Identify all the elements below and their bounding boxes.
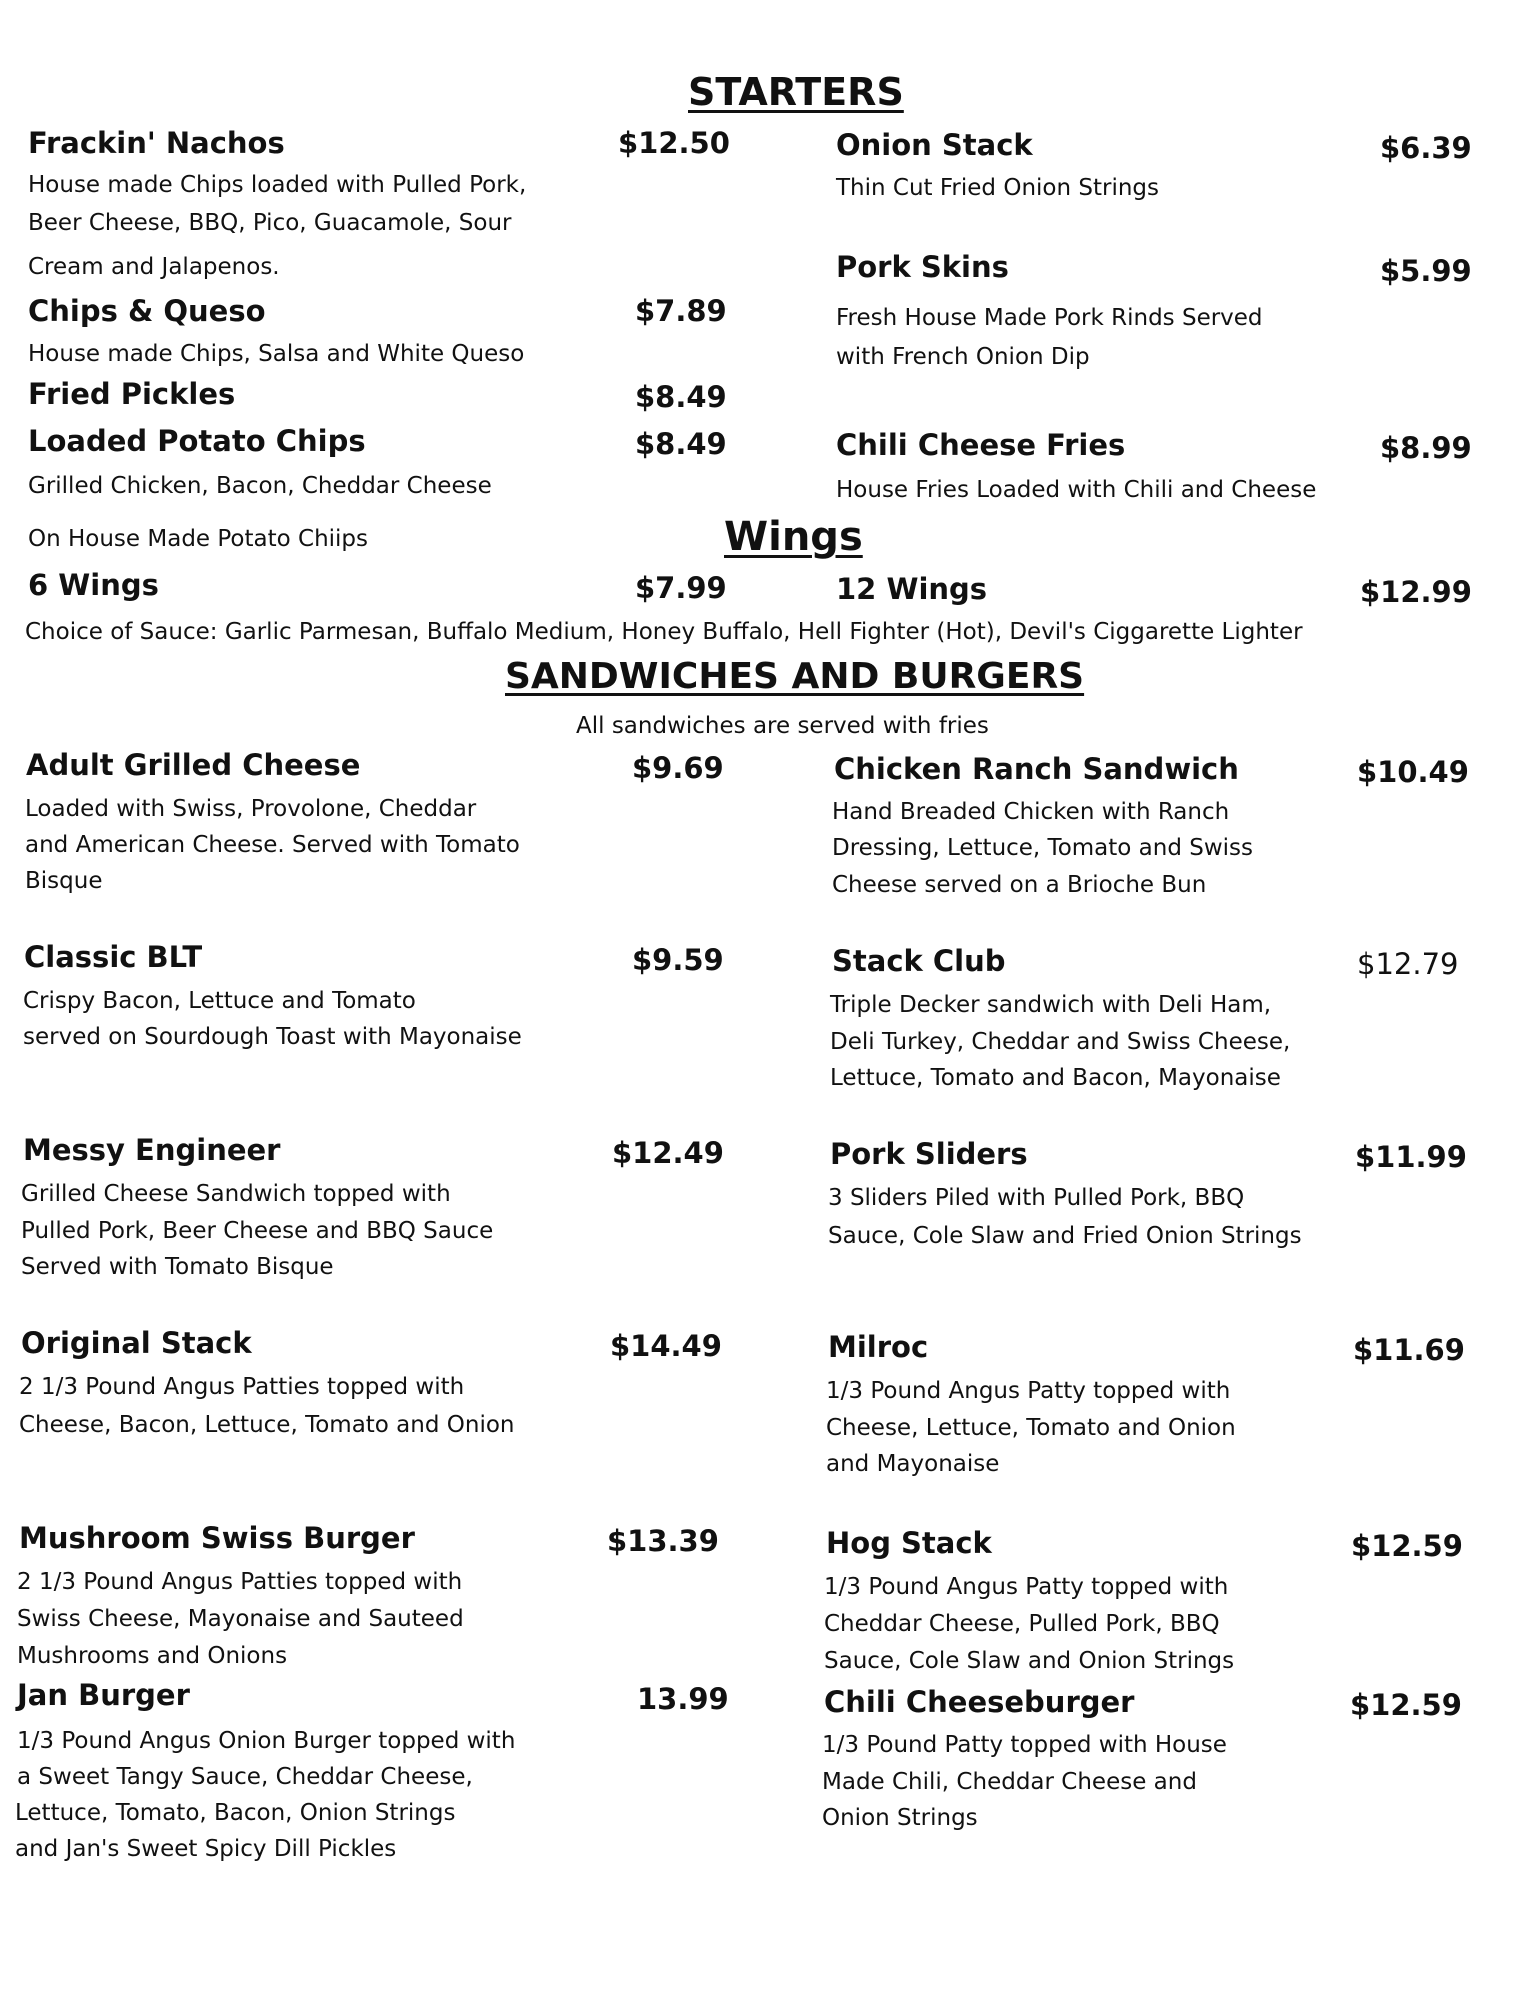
frackin-nachos-desc-1: House made Chips loaded with Pulled Pork,	[28, 172, 527, 198]
stack-club-name: Stack Club	[832, 944, 1006, 978]
classic-blt-desc-2: served on Sourdough Toast with Mayonaise	[23, 1024, 522, 1050]
mushroom-swiss-price: $13.39	[607, 1524, 719, 1558]
messy-engineer-desc-3: Served with Tomato Bisque	[21, 1254, 334, 1280]
six-wings-name: 6 Wings	[28, 568, 159, 602]
mushroom-swiss-desc-3: Mushrooms and Onions	[17, 1643, 288, 1669]
stack-club-desc-2: Deli Turkey, Cheddar and Swiss Cheese,	[830, 1029, 1291, 1055]
original-stack-name: Original Stack	[21, 1326, 252, 1360]
messy-engineer-desc-1: Grilled Cheese Sandwich topped with	[21, 1181, 451, 1207]
classic-blt-price: $9.59	[632, 943, 724, 977]
loaded-chips-name: Loaded Potato Chips	[28, 424, 366, 458]
loaded-chips-desc-1: Grilled Chicken, Bacon, Cheddar Cheese	[28, 473, 492, 499]
onion-stack-name: Onion Stack	[836, 128, 1033, 162]
adult-grilled-cheese-desc-2: and American Cheese. Served with Tomato	[25, 832, 520, 858]
chili-fries-name: Chili Cheese Fries	[836, 428, 1126, 462]
jan-burger-name: Jan Burger	[17, 1678, 190, 1712]
mushroom-swiss-desc-1: 2 1/3 Pound Angus Patties topped with	[17, 1569, 463, 1595]
original-stack-price: $14.49	[610, 1329, 722, 1363]
milroc-desc-2: Cheese, Lettuce, Tomato and Onion	[826, 1415, 1236, 1441]
milroc-name: Milroc	[828, 1330, 929, 1364]
onion-stack-desc: Thin Cut Fried Onion Strings	[836, 175, 1159, 201]
stack-club-desc-1: Triple Decker sandwich with Deli Ham,	[830, 992, 1272, 1018]
starters-heading: STARTERS	[688, 70, 904, 114]
chicken-ranch-desc-1: Hand Breaded Chicken with Ranch	[832, 799, 1230, 825]
hog-stack-desc-3: Sauce, Cole Slaw and Onion Strings	[824, 1648, 1235, 1674]
adult-grilled-cheese-desc-3: Bisque	[25, 868, 103, 894]
frackin-nachos-desc-2: Beer Cheese, BBQ, Pico, Guacamole, Sour	[28, 210, 512, 236]
onion-stack-price: $6.39	[1380, 131, 1472, 165]
chips-queso-name: Chips & Queso	[28, 294, 266, 328]
jan-burger-desc-4: and Jan's Sweet Spicy Dill Pickles	[15, 1836, 397, 1862]
chili-cheeseburger-desc-3: Onion Strings	[822, 1805, 978, 1831]
mushroom-swiss-desc-2: Swiss Cheese, Mayonaise and Sauteed	[17, 1606, 464, 1632]
adult-grilled-cheese-desc-1: Loaded with Swiss, Provolone, Cheddar	[25, 796, 477, 822]
jan-burger-desc-1: 1/3 Pound Angus Onion Burger topped with	[17, 1728, 516, 1754]
jan-burger-price: 13.99	[637, 1682, 729, 1716]
chicken-ranch-desc-2: Dressing, Lettuce, Tomato and Swiss	[832, 835, 1254, 861]
chips-queso-desc: House made Chips, Salsa and White Queso	[28, 341, 525, 367]
adult-grilled-cheese-price: $9.69	[632, 751, 724, 785]
original-stack-desc-2: Cheese, Bacon, Lettuce, Tomato and Onion	[19, 1412, 515, 1438]
chicken-ranch-price: $10.49	[1357, 755, 1469, 789]
twelve-wings-name: 12 Wings	[836, 572, 988, 606]
jan-burger-desc-3: Lettuce, Tomato, Bacon, Onion Strings	[15, 1800, 456, 1826]
chili-cheeseburger-price: $12.59	[1350, 1688, 1462, 1722]
frackin-nachos-desc-3: Cream and Jalapenos.	[28, 254, 280, 280]
original-stack-desc-1: 2 1/3 Pound Angus Patties topped with	[19, 1374, 465, 1400]
loaded-chips-price: $8.49	[635, 427, 727, 461]
wing-sauce-choices: Choice of Sauce: Garlic Parmesan, Buffalo Medium, Honey Buffalo, Hell Fighter (Hot), Devil's Ciggarette Lighter	[25, 619, 1303, 645]
pork-skins-desc-2: with French Onion Dip	[836, 344, 1090, 370]
mushroom-swiss-name: Mushroom Swiss Burger	[19, 1521, 415, 1555]
hog-stack-desc-2: Cheddar Cheese, Pulled Pork, BBQ	[824, 1611, 1220, 1637]
twelve-wings-price: $12.99	[1360, 575, 1472, 609]
pork-skins-desc-1: Fresh House Made Pork Rinds Served	[836, 305, 1263, 331]
messy-engineer-price: $12.49	[612, 1136, 724, 1170]
stack-club-desc-3: Lettuce, Tomato and Bacon, Mayonaise	[830, 1065, 1281, 1091]
pork-skins-name: Pork Skins	[836, 250, 1009, 284]
classic-blt-desc-1: Crispy Bacon, Lettuce and Tomato	[23, 988, 416, 1014]
hog-stack-desc-1: 1/3 Pound Angus Patty topped with	[824, 1574, 1229, 1600]
stack-club-price: $12.79	[1357, 947, 1459, 981]
adult-grilled-cheese-name: Adult Grilled Cheese	[26, 748, 361, 782]
frackin-nachos-name: Frackin' Nachos	[28, 126, 285, 160]
milroc-desc-1: 1/3 Pound Angus Patty topped with	[826, 1378, 1231, 1404]
pork-sliders-price: $11.99	[1355, 1140, 1467, 1174]
wings-heading: Wings	[724, 514, 863, 560]
milroc-price: $11.69	[1353, 1333, 1465, 1367]
chili-fries-desc: House Fries Loaded with Chili and Cheese	[836, 477, 1317, 503]
pork-sliders-desc-2: Sauce, Cole Slaw and Fried Onion Strings	[828, 1223, 1302, 1249]
six-wings-price: $7.99	[635, 571, 727, 605]
messy-engineer-desc-2: Pulled Pork, Beer Cheese and BBQ Sauce	[21, 1218, 494, 1244]
messy-engineer-name: Messy Engineer	[23, 1133, 281, 1167]
milroc-desc-3: and Mayonaise	[826, 1451, 1000, 1477]
sandwiches-heading: SANDWICHES AND BURGERS	[505, 656, 1085, 697]
chili-cheeseburger-name: Chili Cheeseburger	[824, 1685, 1135, 1719]
fried-pickles-price: $8.49	[635, 380, 727, 414]
loaded-chips-desc-2: On House Made Potato Chiips	[28, 526, 369, 552]
sandwiches-note: All sandwiches are served with fries	[576, 713, 989, 739]
chicken-ranch-desc-3: Cheese served on a Brioche Bun	[832, 872, 1207, 898]
fried-pickles-name: Fried Pickles	[28, 377, 236, 411]
chili-cheeseburger-desc-2: Made Chili, Cheddar Cheese and	[822, 1769, 1197, 1795]
chili-fries-price: $8.99	[1380, 431, 1472, 465]
chili-cheeseburger-desc-1: 1/3 Pound Patty topped with House	[822, 1732, 1227, 1758]
chips-queso-price: $7.89	[635, 294, 727, 328]
frackin-nachos-price: $12.50	[618, 126, 730, 160]
pork-sliders-desc-1: 3 Sliders Piled with Pulled Pork, BBQ	[828, 1185, 1245, 1211]
hog-stack-name: Hog Stack	[826, 1526, 992, 1560]
classic-blt-name: Classic BLT	[24, 940, 203, 974]
pork-skins-price: $5.99	[1380, 254, 1472, 288]
pork-sliders-name: Pork Sliders	[830, 1137, 1028, 1171]
chicken-ranch-name: Chicken Ranch Sandwich	[834, 752, 1239, 786]
jan-burger-desc-2: a Sweet Tangy Sauce, Cheddar Cheese,	[17, 1764, 473, 1790]
hog-stack-price: $12.59	[1351, 1529, 1463, 1563]
